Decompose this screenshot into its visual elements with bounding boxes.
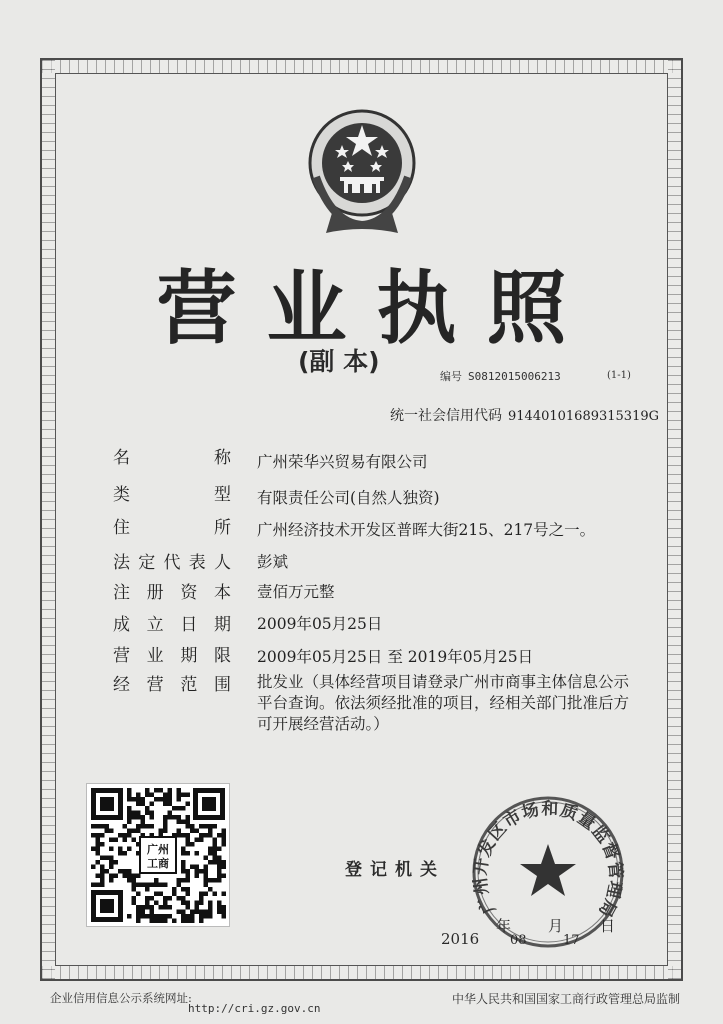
issue-date-day: 17 xyxy=(563,933,580,948)
field-value-name: 广州荣华兴贸易有限公司 xyxy=(257,453,428,471)
field-label-name: 名 称 xyxy=(113,448,231,468)
issue-date-month: 08 xyxy=(510,933,527,948)
issue-date-year: 2016 xyxy=(441,930,480,948)
footer-url-link[interactable]: http://cri.gz.gov.cn xyxy=(188,1002,321,1015)
qr-badge-text: 广州 xyxy=(147,843,169,856)
qr-code-image xyxy=(87,784,229,926)
serial-label: 编号 xyxy=(440,370,462,383)
field-label-address: 住 所 xyxy=(113,518,231,538)
field-label-term: 营 业 期 限 xyxy=(113,646,231,666)
field-label-type: 类 型 xyxy=(113,485,231,505)
issue-date-month-unit: 月 xyxy=(548,917,564,935)
national-emblem-icon xyxy=(302,105,422,240)
issue-date-year-unit: 年 xyxy=(496,917,512,935)
qr-code[interactable] xyxy=(86,783,230,927)
credit-code-label: 统一社会信用代码 xyxy=(390,408,502,424)
page-index: (1-1) xyxy=(607,370,631,381)
footer-issuer: 中华人民共和国国家工商行政管理总局监制 xyxy=(452,992,681,1006)
field-label-scope: 经 营 范 围 xyxy=(113,675,231,695)
field-label-founded: 成 立 日 期 xyxy=(113,615,231,635)
document-subtitle: (副 本) xyxy=(298,347,380,376)
svg-text:广州开发区市场和质量监督管理局: 广州开发区市场和质量监督管理局 xyxy=(470,798,626,921)
serial-value: S0812015006213 xyxy=(468,370,561,383)
field-value-legal-rep: 彭斌 xyxy=(257,553,289,571)
svg-text:工商: 工商 xyxy=(147,857,169,870)
credit-code-value: 91440101689315319G xyxy=(508,409,659,424)
field-value-type: 有限责任公司(自然人独资) xyxy=(257,489,440,507)
issue-date-day-unit: 日 xyxy=(600,917,616,935)
field-label-capital: 注 册 资 本 xyxy=(113,583,231,603)
document-title: 营业执照 xyxy=(156,262,597,355)
credit-code xyxy=(390,405,659,425)
registration-authority: 登记机关 xyxy=(345,860,445,880)
field-value-founded: 2009年05月25日 xyxy=(257,615,383,633)
field-label-legal-rep: 法 定 代 表 人 xyxy=(113,553,231,573)
field-value-capital: 壹佰万元整 xyxy=(257,583,335,601)
serial-number xyxy=(440,368,561,384)
field-value-scope: 批发业（具体经营项目请登录广州市商事主体信息公示平台查询。依法须经批准的项目，经相关部门批准后方可开展经营活动。） xyxy=(257,673,630,733)
field-value-term: 2009年05月25日 至 2019年05月25日 xyxy=(257,648,534,666)
field-value-address: 广州经济技术开发区普晖大街215、217号之一。 xyxy=(257,521,596,539)
footer-site-label: 企业信用信息公示系统网址: xyxy=(50,991,192,1005)
